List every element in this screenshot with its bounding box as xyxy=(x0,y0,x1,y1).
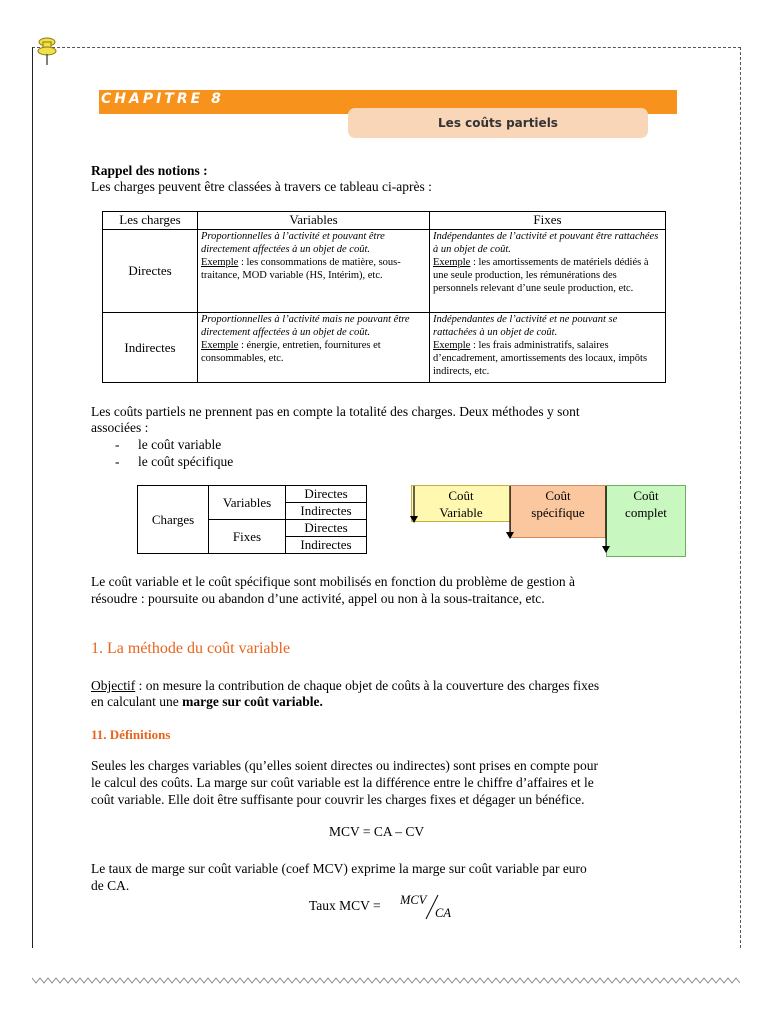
chapter-label: CHAPITRE 8 xyxy=(101,91,224,107)
formula-mcv: MCV = CA – CV xyxy=(329,824,425,839)
example-label: Exemple xyxy=(433,257,471,268)
table-cell xyxy=(430,313,666,383)
cost-arrows xyxy=(404,484,624,556)
objective-text: en calculant une xyxy=(91,694,183,709)
structure-item: Directes xyxy=(286,486,367,503)
cell-definition: Proportionnelles à l’activité et pouvant être directement affectées à un objet de coût. xyxy=(201,231,385,255)
cell-definition: Proportionnelles à l’activité mais ne pouvant être directement affectées à un objet de coût. xyxy=(201,314,410,338)
mobilisation-line: résoudre : poursuite ou abandon d’une activité, appel ou non à la sous-traitance, etc. xyxy=(91,591,545,606)
cost-box-title: Coût xyxy=(633,488,659,503)
cost-box-title: Coût xyxy=(545,488,571,503)
cost-box-label: complet xyxy=(625,505,667,520)
intro-heading: Rappel des notions : xyxy=(91,163,208,178)
example-text: : énergie, entretien, fournitures et consommables, etc. xyxy=(201,340,381,364)
table-cell xyxy=(198,230,430,313)
objective-label: Objectif xyxy=(91,678,136,693)
example-label: Exemple xyxy=(201,340,239,351)
section-title: 1. La méthode du coût variable xyxy=(91,640,291,657)
cell-definition: Indépendantes de l’activité et ne pouvant se rattachées à un objet de coût. xyxy=(433,314,618,338)
charges-structure-table xyxy=(137,485,367,554)
definition-line: Seules les charges variables (qu’elles soient directes ou indirectes) sont prises en compte pour xyxy=(91,758,598,773)
cost-box-label: spécifique xyxy=(531,505,585,520)
objective-text: : on mesure la contribution de chaque objet de coûts à la couverture des charges fixes xyxy=(135,678,600,693)
structure-root: Charges xyxy=(138,486,209,554)
objective-bold: marge sur coût variable. xyxy=(182,694,323,709)
formula-taux-numerator: MCV xyxy=(400,893,427,907)
cell-definition: Indépendantes de l’activité et pouvant être rattachées à un objet de coût. xyxy=(433,231,659,255)
charges-table xyxy=(102,211,666,383)
table-row xyxy=(103,313,666,383)
table-cell xyxy=(198,313,430,383)
row-label: Directes xyxy=(103,230,198,313)
structure-item: Indirectes xyxy=(286,537,367,554)
taux-line: de CA. xyxy=(91,878,130,893)
structure-item: Directes xyxy=(286,520,367,537)
structure-group: Fixes xyxy=(209,520,286,554)
formula-taux-label: Taux MCV = xyxy=(309,898,381,913)
definition-line: le calcul des coûts. La marge sur coût variable est la différence entre le chiffre d’affaires et le xyxy=(91,775,594,790)
partial-costs-line: Les coûts partiels ne prennent pas en compte la totalité des charges. Deux méthodes y sont xyxy=(91,404,580,419)
list-item: le coût variable xyxy=(138,437,222,452)
taux-line: Le taux de marge sur coût variable (coef MCV) exprime la marge sur coût variable par euro xyxy=(91,861,587,876)
header-cell: Fixes xyxy=(430,212,666,230)
definition-line: coût variable. Elle doit être suffisante pour couvrir les charges fixes et dégager un bénéfice. xyxy=(91,792,585,807)
structure-group: Variables xyxy=(209,486,286,520)
intro-text: Les charges peuvent être classées à travers ce tableau ci-après : xyxy=(91,179,432,194)
example-text: : les consommations de matière, sous-traitance, MOD variable (HS, Intérim), etc. xyxy=(201,257,401,281)
example-label: Exemple xyxy=(201,257,239,268)
subsection-title: 11. Définitions xyxy=(91,727,171,742)
objective-line xyxy=(91,693,323,710)
cost-box-label: Variable xyxy=(439,505,483,520)
example-label: Exemple xyxy=(433,340,471,351)
cost-box-title: Coût xyxy=(448,488,474,503)
bullet-dash: - xyxy=(115,454,120,469)
header-cell: Les charges xyxy=(103,212,198,230)
partial-costs-line: associées : xyxy=(91,420,149,435)
list-item: le coût spécifique xyxy=(138,454,234,469)
charges-table-header xyxy=(103,212,666,230)
table-row xyxy=(103,230,666,313)
chapter-subtitle: Les coûts partiels xyxy=(348,108,648,138)
row-label: Indirectes xyxy=(103,313,198,383)
page-bottom-edge xyxy=(32,976,740,986)
formula-taux-denominator: CA xyxy=(435,906,451,920)
bullet-dash: - xyxy=(115,437,120,452)
example-text: : les frais administratifs, salaires d’encadrement, amortissements des locaux, impôts indirects, etc. xyxy=(433,340,648,377)
example-text: : les amortissements de matériels dédiés à une seule production, les rémunérations des personnels relevant d’une seule production, etc. xyxy=(433,257,649,294)
header-cell: Variables xyxy=(198,212,430,230)
table-cell xyxy=(430,230,666,313)
structure-item: Indirectes xyxy=(286,503,367,520)
mobilisation-line: Le coût variable et le coût spécifique sont mobilisés en fonction du problème de gestion à xyxy=(91,574,575,589)
objective-line xyxy=(91,677,599,694)
pushpin-icon xyxy=(36,36,58,66)
